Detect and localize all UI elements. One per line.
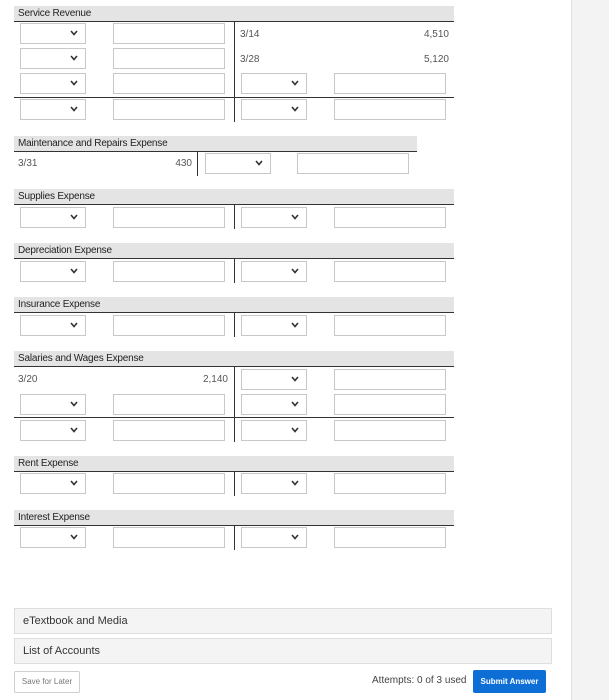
etextbook-panel[interactable]: eTextbook and Media [14,608,552,634]
date-select[interactable] [20,527,86,548]
chevron-down-icon [290,478,300,488]
date-select[interactable] [241,527,307,548]
chevron-down-icon [290,320,300,330]
amount-input[interactable] [113,527,225,548]
chevron-down-icon [290,425,300,435]
amount-input[interactable] [113,23,225,44]
date-select[interactable] [20,48,86,69]
chevron-down-icon [69,425,79,435]
chevron-down-icon [290,374,300,384]
account-title-insurance: Insurance Expense [14,297,454,313]
amount-input[interactable] [334,473,446,494]
t-account-divider [234,205,235,229]
date-select[interactable] [20,73,86,94]
date-select[interactable] [241,369,307,390]
chevron-down-icon [69,53,79,63]
date-select[interactable] [241,394,307,415]
date-select[interactable] [205,153,271,174]
account-title-depreciation: Depreciation Expense [14,243,454,259]
t-account-divider [234,367,235,442]
chevron-down-icon [69,478,79,488]
entry-date: 3/28 [240,54,260,65]
chevron-down-icon [290,104,300,114]
right-gutter [571,0,609,700]
amount-input[interactable] [334,527,446,548]
list-of-accounts-panel[interactable]: List of Accounts [14,638,552,664]
t-account-divider [234,259,235,283]
date-select[interactable] [241,207,307,228]
date-select[interactable] [20,23,86,44]
chevron-down-icon [69,532,79,542]
amount-input[interactable] [113,99,225,120]
entry-date: 3/20 [18,374,38,385]
chevron-down-icon [290,78,300,88]
chevron-down-icon [290,266,300,276]
t-account-divider [234,313,235,337]
entry-amount: 4,510 [423,29,449,40]
account-title-salaries: Salaries and Wages Expense [14,351,454,367]
date-select[interactable] [20,261,86,282]
amount-input[interactable] [113,420,225,441]
chevron-down-icon [290,532,300,542]
date-select[interactable] [241,99,307,120]
entry-date: 3/14 [240,29,260,40]
entry-date: 3/31 [18,158,38,169]
chevron-down-icon [69,266,79,276]
amount-input[interactable] [113,207,225,228]
amount-input[interactable] [113,48,225,69]
amount-input[interactable] [334,315,446,336]
t-account-divider [197,152,198,176]
t-account-divider [234,472,235,496]
chevron-down-icon [290,212,300,222]
amount-input[interactable] [334,99,446,120]
entry-amount: 5,120 [423,54,449,65]
date-select[interactable] [20,394,86,415]
save-for-later-button[interactable]: Save for Later [14,671,80,693]
amount-input[interactable] [334,369,446,390]
date-select[interactable] [241,473,307,494]
total-line [14,97,454,98]
date-select[interactable] [20,207,86,228]
date-select[interactable] [241,420,307,441]
chevron-down-icon [254,158,264,168]
amount-input[interactable] [334,207,446,228]
account-title-maintenance: Maintenance and Repairs Expense [14,136,417,152]
chevron-down-icon [69,104,79,114]
chevron-down-icon [69,399,79,409]
date-select[interactable] [20,473,86,494]
attempts-counter: Attempts: 0 of 3 used [372,675,467,686]
amount-input[interactable] [334,394,446,415]
account-title-service-revenue: Service Revenue [14,6,454,22]
account-title-interest: Interest Expense [14,510,454,526]
submit-answer-button[interactable]: Submit Answer [473,670,546,693]
date-select[interactable] [20,315,86,336]
date-select[interactable] [20,420,86,441]
amount-input[interactable] [113,315,225,336]
total-line [14,417,454,418]
account-title-rent: Rent Expense [14,456,454,472]
amount-input[interactable] [113,73,225,94]
date-select[interactable] [241,315,307,336]
chevron-down-icon [69,78,79,88]
amount-input[interactable] [113,394,225,415]
account-title-supplies: Supplies Expense [14,189,454,205]
amount-input[interactable] [113,261,225,282]
chevron-down-icon [290,399,300,409]
entry-amount: 2,140 [202,374,228,385]
amount-input[interactable] [334,420,446,441]
amount-input[interactable] [297,153,409,174]
amount-input[interactable] [334,261,446,282]
amount-input[interactable] [113,473,225,494]
chevron-down-icon [69,320,79,330]
date-select[interactable] [241,73,307,94]
date-select[interactable] [241,261,307,282]
chevron-down-icon [69,28,79,38]
amount-input[interactable] [334,73,446,94]
chevron-down-icon [69,212,79,222]
entry-amount: 430 [175,158,192,169]
t-account-divider [234,22,235,122]
date-select[interactable] [20,99,86,120]
t-account-divider [234,526,235,550]
